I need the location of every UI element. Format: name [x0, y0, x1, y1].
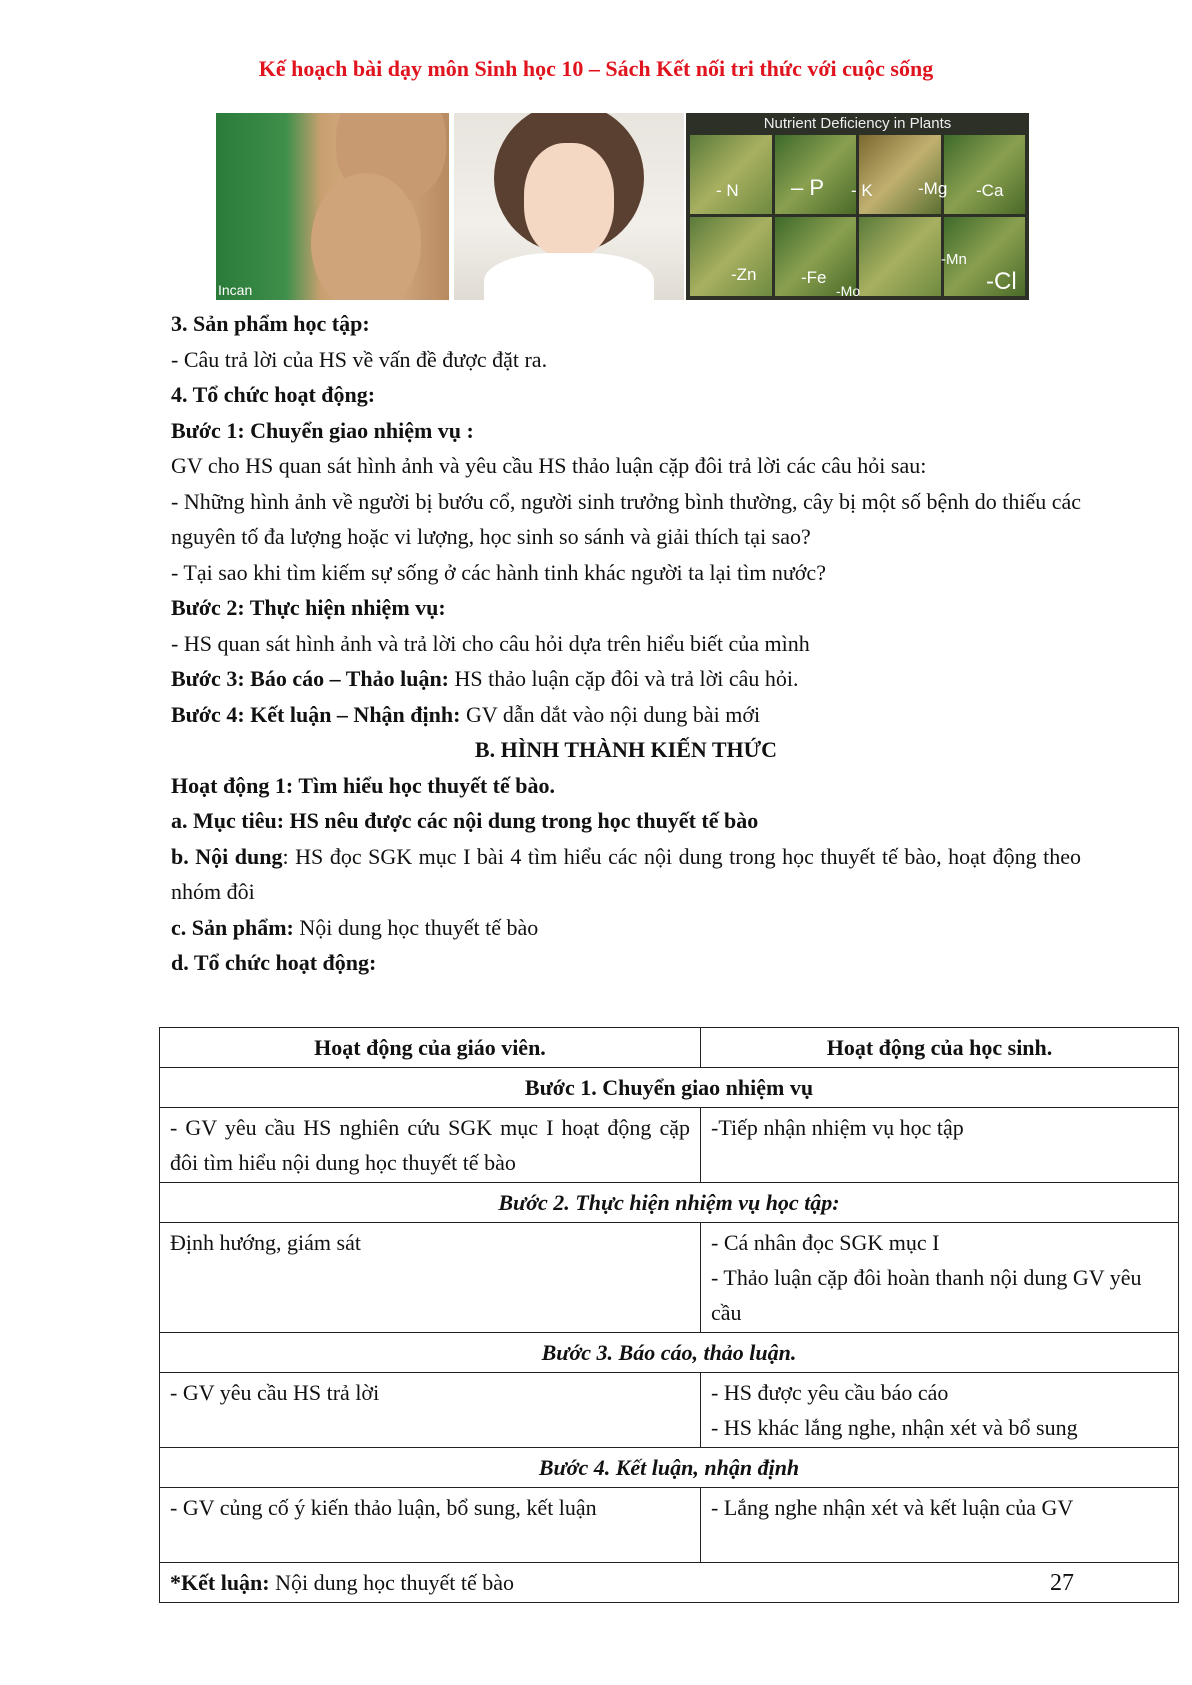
table-row	[160, 1183, 1179, 1223]
table-row	[160, 1108, 1179, 1183]
photo-watermark: Incan	[218, 282, 253, 298]
step3-teacher-cell: - GV yêu cầu HS trả lời	[160, 1373, 701, 1448]
step2-label: Bước 2: Thực hiện nhiệm vụ:	[171, 595, 446, 620]
table-header-row	[160, 1028, 1179, 1068]
nutrient-deficiency-photo	[686, 113, 1029, 300]
table-row	[160, 1488, 1179, 1563]
label-mg: -Mg	[918, 179, 948, 198]
label-mn: -Mn	[941, 251, 967, 268]
step1-student-cell: -Tiếp nhận nhiệm vụ học tập	[701, 1108, 1179, 1183]
question-1: - Những hình ảnh về người bị bướu cổ, người sinh trưởng bình thường, cây bị một số bệnh do thiếu các nguyên tố đa lượng hoặc vi lượng, học sinh so sánh và giải thích tại sao?	[171, 488, 1081, 549]
step4-teacher-cell: - GV củng cố ý kiến thảo luận, bổ sung, kết luận	[160, 1488, 701, 1563]
label-n: - N	[716, 181, 739, 200]
label-p: – P	[791, 175, 825, 200]
page-header: Kế hoạch bài dạy môn Sinh học 10 – Sách Kết nối tri thức với cuộc sống	[258, 56, 934, 81]
label-zn: -Zn	[731, 265, 757, 284]
step3-student-line-2: - HS khác lắng nghe, nhận xét và bổ sung	[711, 1415, 1078, 1440]
table-row	[160, 1068, 1179, 1108]
content-text: : HS đọc SGK mục I bài 4 tìm hiểu các nội dung trong học thuyết tế bào, hoạt động theo nhóm đôi	[171, 843, 1081, 904]
step2-teacher-cell: Định hướng, giám sát	[160, 1223, 701, 1333]
step2-student-line-1: - Cá nhân đọc SGK mục I	[711, 1230, 940, 1255]
page-number: 27	[1050, 1570, 1074, 1596]
label-cl: -Cl	[986, 268, 1017, 295]
label-k: - K	[851, 181, 873, 200]
step3-text: HS thảo luận cặp đôi và trả lời câu hỏi.	[449, 666, 799, 691]
conclusion-text: Nội dung học thuyết tế bào	[269, 1570, 515, 1595]
table-row	[160, 1373, 1179, 1448]
step3-row-title: Bước 3. Báo cáo, thảo luận.	[541, 1340, 797, 1365]
step4-student-cell: - Lắng nghe nhận xét và kết luận của GV	[701, 1488, 1179, 1563]
goiter-photo	[216, 113, 449, 300]
section3-heading: 3. Sản phẩm học tập:	[171, 311, 370, 336]
step1-row-title: Bước 1. Chuyển giao nhiệm vụ	[524, 1075, 814, 1100]
label-fe: -Fe	[801, 268, 827, 287]
step2-text: - HS quan sát hình ảnh và trả lời cho câu hỏi dựa trên hiểu biết của mình	[171, 630, 810, 656]
table-row	[160, 1223, 1179, 1333]
normal-person-photo	[454, 113, 684, 300]
section4-heading: 4. Tổ chức hoạt động:	[171, 382, 376, 407]
body-text	[171, 306, 1081, 981]
step1-intro: GV cho HS quan sát hình ảnh và yêu cầu HS thảo luận cặp đôi trả lời các câu hỏi sau:	[171, 453, 927, 478]
step1-teacher-cell: - GV yêu cầu HS nghiên cứu SGK mục I hoạt động cặp đôi tìm hiểu nội dung học thuyết tế bào	[160, 1108, 701, 1183]
step3-student-cell	[701, 1373, 1179, 1448]
step2-student-cell	[701, 1223, 1179, 1333]
objective-label: a. Mục tiêu: HS nêu được các nội dung trong học thuyết tế bào	[171, 808, 759, 833]
activity1-heading: Hoạt động 1: Tìm hiểu học thuyết tế bào.	[171, 772, 556, 798]
section3-text: - Câu trả lời của HS về vấn đề được đặt ra.	[171, 346, 548, 372]
label-ca: -Ca	[976, 181, 1004, 200]
product-text: Nội dung học thuyết tế bào	[293, 914, 539, 940]
product-label: c. Sản phẩm:	[171, 914, 294, 940]
step4-row-title: Bước 4. Kết luận, nhận định	[538, 1455, 800, 1480]
activity-table	[159, 1027, 1179, 1603]
label-mo: -Mo	[836, 283, 861, 299]
table-row	[160, 1563, 1179, 1603]
step2-row-title: Bước 2. Thực hiện nhiệm vụ học tập:	[498, 1190, 840, 1215]
table-row	[160, 1448, 1179, 1488]
table-row	[160, 1333, 1179, 1373]
shirt-shape	[484, 253, 654, 300]
step3-student-line-1: - HS được yêu cầu báo cáo	[711, 1380, 949, 1405]
step4-label: Bước 4: Kết luận – Nhận định:	[171, 701, 461, 727]
question-2: - Tại sao khi tìm kiếm sự sống ở các hành tinh khác người ta lại tìm nước?	[171, 559, 826, 585]
organize-label: d. Tổ chức hoạt động:	[171, 950, 377, 975]
photo-caption: Nutrient Deficiency in Plants	[763, 115, 952, 132]
conclusion-label: *Kết luận:	[170, 1570, 270, 1595]
step4-text: GV dẫn dắt vào nội dung bài mới	[460, 701, 761, 727]
col-header-student: Hoạt động của học sinh.	[701, 1028, 1179, 1068]
step3-label: Bước 3: Báo cáo – Thảo luận:	[171, 666, 450, 691]
goiter-neck-shape	[311, 173, 421, 300]
step2-student-line-2: - Thảo luận cặp đôi hoàn thanh nội dung GV yêu cầu	[711, 1265, 1142, 1325]
content-label: b. Nội dung	[171, 843, 283, 869]
section-b-heading: B. HÌNH THÀNH KIẾN THỨC	[474, 737, 778, 762]
step1-label: Bước 1: Chuyển giao nhiệm vụ :	[171, 417, 474, 443]
col-header-teacher: Hoạt động của giáo viên.	[160, 1028, 701, 1068]
face-shape	[524, 143, 614, 258]
